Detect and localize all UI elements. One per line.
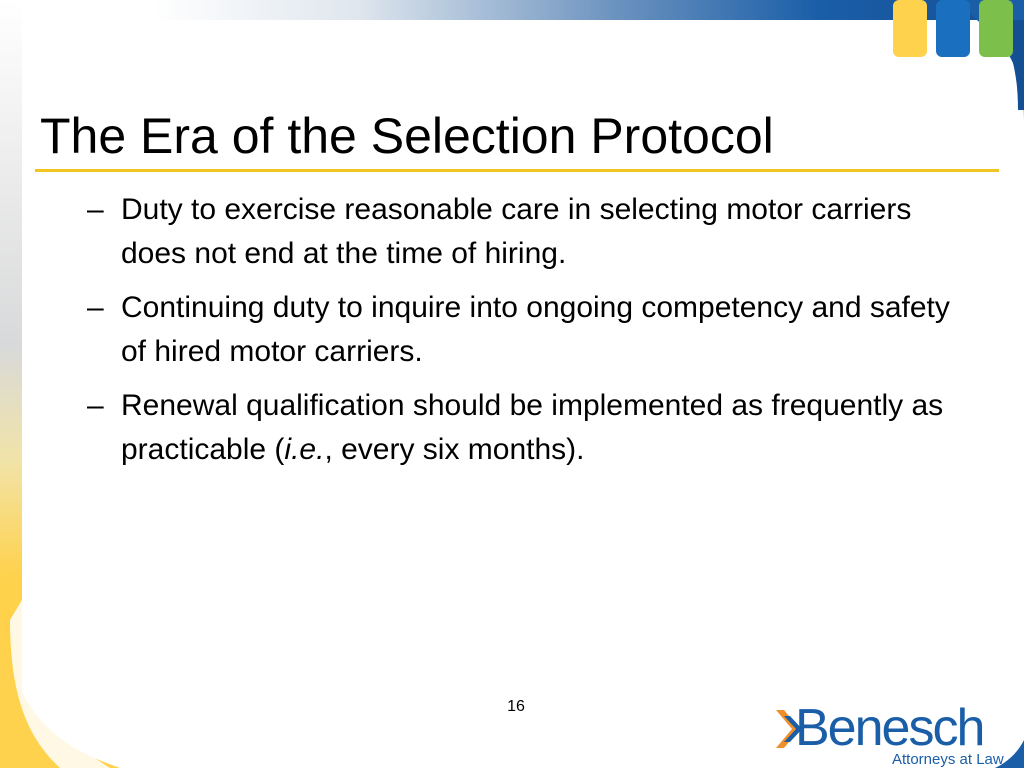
list-item <box>0 188 981 276</box>
green-bar-icon <box>979 0 1013 57</box>
logo-tagline: Attorneys at Law <box>892 751 1004 768</box>
dash-marker: – <box>87 193 104 226</box>
bullet-text: Continuing duty to inquire into ongoing competency and safety of hired motor carriers. <box>121 291 950 368</box>
bullet-text-italic: i.e. <box>284 433 325 466</box>
blue-bar-icon <box>936 0 970 57</box>
list-item <box>0 286 981 374</box>
bullet-text-before: Renewal qualification should be implemented as frequently as practicable ( <box>121 389 944 466</box>
benesch-logo <box>776 699 1016 768</box>
bullet-list <box>0 188 1000 482</box>
top-band <box>0 0 1024 20</box>
bullet-text-after: , every six months). <box>324 433 585 466</box>
title-rule <box>35 169 999 172</box>
slide-title: The Era of the Selection Protocol <box>40 108 774 164</box>
yellow-bar-icon <box>893 0 927 57</box>
logo-wordmark: Benesch <box>795 699 984 757</box>
dash-marker: – <box>87 291 104 324</box>
dash-marker: – <box>87 389 104 422</box>
list-item <box>0 384 981 472</box>
bullet-text: Duty to exercise reasonable care in selecting motor carriers does not end at the time of hiring. <box>121 193 912 270</box>
page-number: 16 <box>507 698 525 715</box>
